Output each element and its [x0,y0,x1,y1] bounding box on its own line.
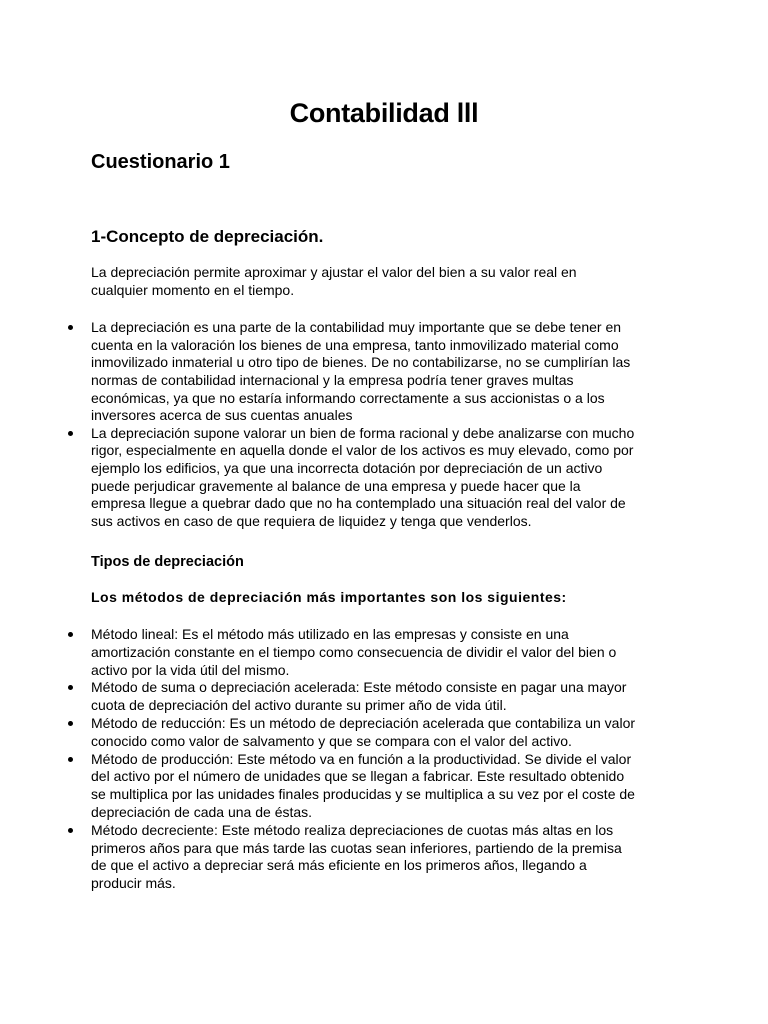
list-item-line: La depreciación supone valorar un bien de forma racional y debe analizarse con mucho [91,424,635,441]
list-item-line: inversores acerca de sus cuentas anuales [91,407,353,424]
list-item-line: Método de suma o depreciación acelerada: Este método consiste en pagar una mayor [91,679,627,696]
list-item [91,319,634,425]
bullet-icon [68,632,73,637]
list-item-line: primeros años para que más tarde las cuotas sean inferiores, partiendo de la premisa [91,839,622,856]
bullet-icon [68,325,73,330]
list-item-line: depreciación de cada una de éstas. [91,803,313,820]
list-item-line: sus activos en caso de que requiera de liquidez y tenga que venderlos. [91,513,532,530]
list-item-line: ejemplo los edificios, ya que una incorrecta dotación por depreciación de un activo [91,460,603,477]
document-subtitle: Cuestionario 1 [91,151,230,173]
list-item-line: producir más. [91,875,176,892]
document-title: Contabilidad lll [289,98,479,128]
list-item-line: Método lineal: Es el método más utilizado en las empresas y consiste en una [91,626,569,642]
bullet-icon [68,685,73,690]
bullet-icon [68,721,73,726]
list-item-line: normas de contabilidad internacional y la empresa podría tener graves multas [91,371,574,388]
list-item [91,626,635,679]
list-item-line: cuota de depreciación del activo durante su primer año de vida útil. [91,697,507,714]
list-item-line: Método decreciente: Este método realiza depreciaciones de cuotas más altas en los [91,821,614,838]
list-item-line: empresa llegue a quebrar dado que no ha contemplado una situación real del valor de [91,495,626,512]
list-item-line: del activo por el número de unidades que se llegan a fabricar. Este resultado obtenido [91,768,625,785]
list-item-line: activo por la vida útil del mismo. [91,661,290,678]
list-item-line: de que el activo a depreciar será más eficiente en los primeros años, llegando a [91,857,587,874]
methods-bullet-list [91,626,635,893]
section-lead-text: Los métodos de depreciación más importantes son los siguientes: [91,589,567,605]
bullet-icon [68,757,73,762]
list-item [91,822,635,893]
list-item-line: amortización constante en el tiempo como consecuencia de dividir el valor del bien o [91,643,617,660]
list-item [91,679,635,715]
list-item-line: económicas, ya que no estaría informando correctamente a sus accionistas o a los [91,389,605,406]
list-item-line: rigor, especialmente en aquella donde el valor de los activos es muy elevado, como por [91,442,634,459]
list-item-line: La depreciación es una parte de la contabilidad muy importante que se debe tener en [91,319,622,335]
paragraph-line: La depreciación permite aproximar y ajustar el valor del bien a su valor real en [91,264,577,280]
list-item-line: se multiplica por las unidades finales producidas y se multiplica a su vez por el coste de [91,786,635,803]
intro-paragraph [91,263,577,299]
section-heading-concepto: 1-Concepto de depreciación. [91,227,324,246]
list-item-line: cuenta en la valoración los bienes de una empresa, tanto inmovilizado material como [91,336,619,353]
bullet-icon [68,828,73,833]
list-item-line: Método de producción: Este método va en función a la productividad. Se divide el valor [91,750,632,767]
list-item [91,425,634,531]
list-item-line: Método de reducción: Es un método de depreciación acelerada que contabiliza un valor [91,714,636,731]
list-item-line: puede perjudicar gravemente al balance de una empresa y puede hacer que la [91,477,581,494]
list-item-line: conocido como valor de salvamento y que se compara con el valor del activo. [91,732,572,749]
list-item [91,751,635,822]
list-item [91,715,635,751]
section-heading-tipos: Tipos de depreciación [91,554,244,570]
paragraph-line: cualquier momento en el tiempo. [91,282,295,298]
list-item-line: inmovilizado inmaterial u otro tipo de bienes. De no contabilizarse, no se cumplirían las [91,354,631,371]
bullet-icon [68,431,73,436]
concept-bullet-list [91,319,634,531]
